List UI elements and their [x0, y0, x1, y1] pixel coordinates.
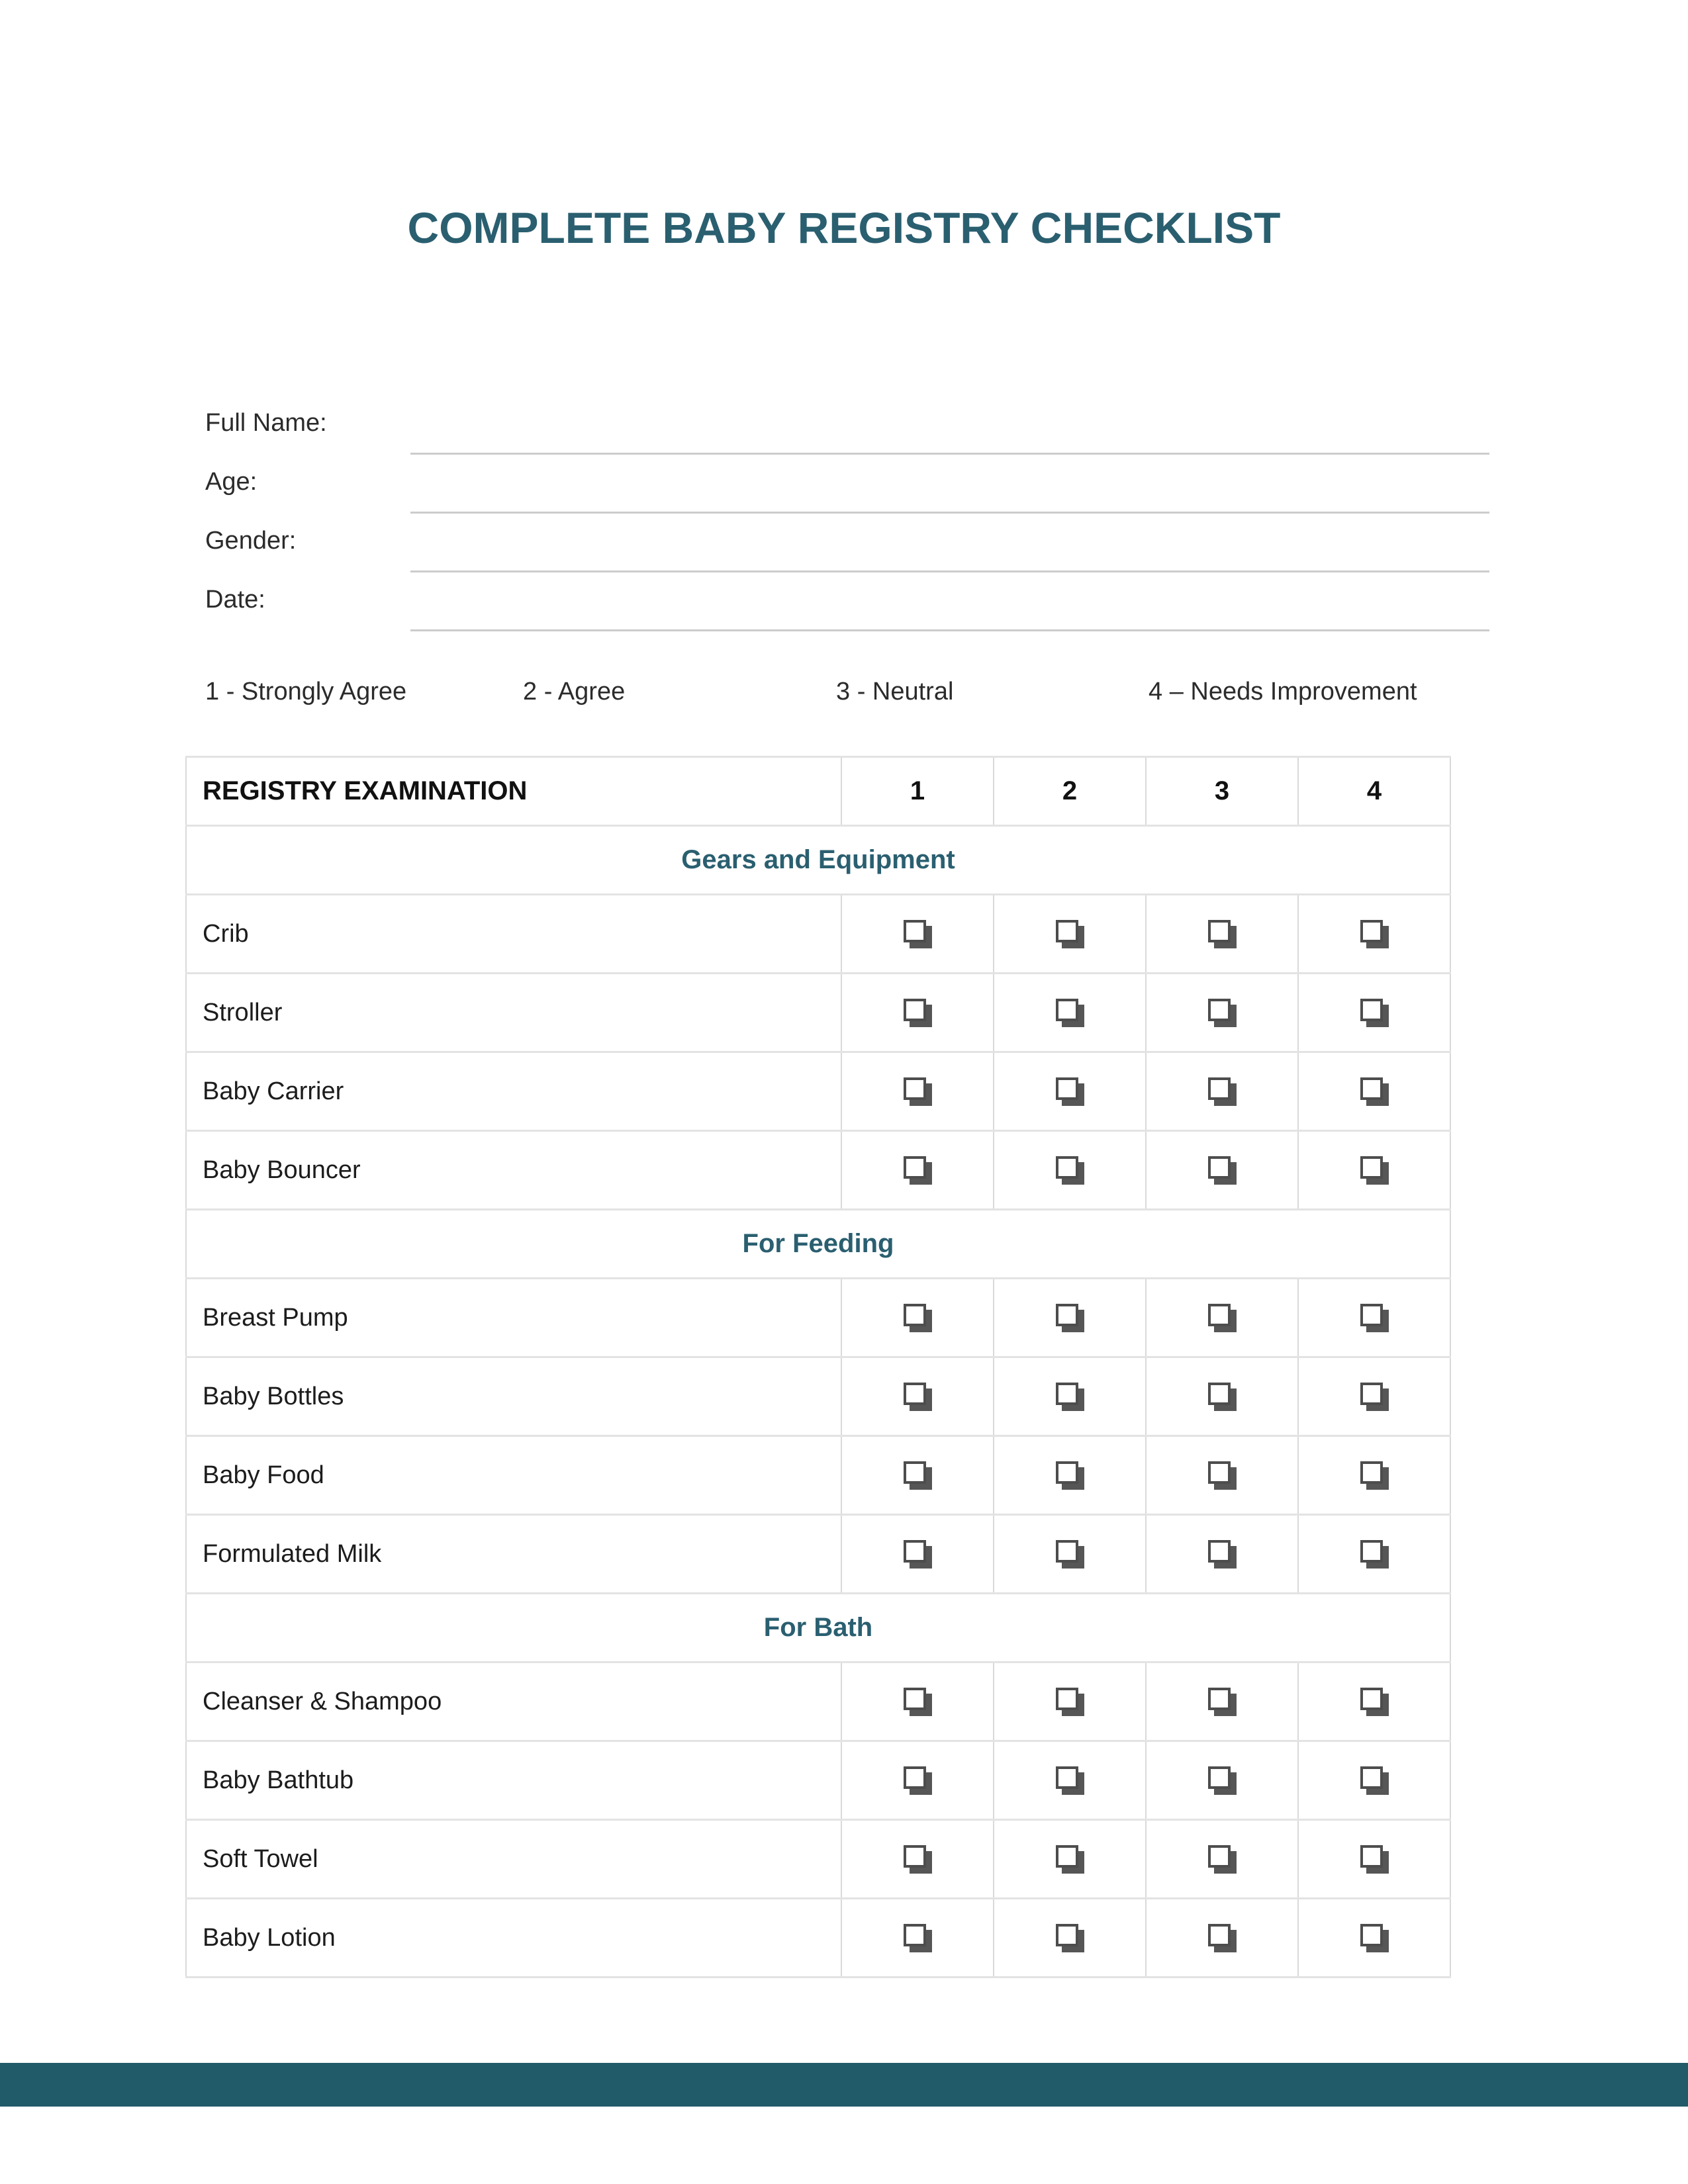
field-label: Age:: [205, 468, 258, 496]
section-row: [186, 826, 1450, 895]
page-title: COMPLETE BABY REGISTRY CHECKLIST: [407, 203, 1281, 252]
table-row: [186, 1052, 1450, 1131]
checkbox-icon[interactable]: [1056, 999, 1078, 1021]
checkbox-icon[interactable]: [1360, 1924, 1383, 1946]
checkbox-icon[interactable]: [1208, 1766, 1231, 1789]
field-write-line[interactable]: [410, 514, 1489, 572]
table-row: [186, 1279, 1450, 1357]
rating-cell: [841, 1357, 994, 1436]
rating-cell: [841, 1741, 994, 1820]
rating-cell: [1146, 1357, 1298, 1436]
checkbox-icon[interactable]: [1360, 1461, 1383, 1484]
checkbox-icon[interactable]: [1056, 1924, 1078, 1946]
section-title-for-feeding: For Feeding: [186, 1210, 1450, 1279]
item-label-crib: Crib: [186, 895, 841, 974]
rating-cell: [1298, 1052, 1450, 1131]
rating-cell: [994, 895, 1146, 974]
checkbox-icon[interactable]: [1360, 920, 1383, 942]
column-header-4: 4: [1298, 757, 1450, 826]
item-label-baby-bottles: Baby Bottles: [186, 1357, 841, 1436]
rating-cell: [1146, 1741, 1298, 1820]
checkbox-icon[interactable]: [1208, 1540, 1231, 1563]
checkbox-icon[interactable]: [1360, 1540, 1383, 1563]
item-label-breast-pump: Breast Pump: [186, 1279, 841, 1357]
checkbox-icon[interactable]: [1208, 1845, 1231, 1868]
column-header-3: 3: [1146, 757, 1298, 826]
rating-cell: [1146, 1899, 1298, 1978]
field-write-line[interactable]: [410, 396, 1489, 455]
checkbox-icon[interactable]: [1360, 1304, 1383, 1326]
checkbox-icon[interactable]: [1056, 1540, 1078, 1563]
rating-cell: [841, 974, 994, 1052]
scale-item-agree: 2 - Agree: [523, 678, 626, 705]
section-row: [186, 1594, 1450, 1662]
checkbox-icon[interactable]: [1056, 1766, 1078, 1789]
item-label-formulated-milk: Formulated Milk: [186, 1515, 841, 1594]
rating-cell: [1298, 895, 1450, 974]
rating-cell: [994, 1662, 1146, 1741]
checkbox-icon[interactable]: [1360, 1383, 1383, 1405]
rating-cell: [1146, 1279, 1298, 1357]
table-row: [186, 1662, 1450, 1741]
checkbox-icon[interactable]: [1360, 1845, 1383, 1868]
table-row: [186, 1131, 1450, 1210]
rating-cell: [1146, 895, 1298, 974]
rating-cell: [1298, 1662, 1450, 1741]
rating-cell: [1146, 1052, 1298, 1131]
item-label-baby-carrier: Baby Carrier: [186, 1052, 841, 1131]
rating-cell: [1298, 1131, 1450, 1210]
rating-cell: [1146, 1662, 1298, 1741]
checkbox-icon[interactable]: [904, 1156, 926, 1179]
section-title-gears-and-equipment: Gears and Equipment: [186, 826, 1450, 895]
rating-cell: [994, 1357, 1146, 1436]
rating-cell: [994, 1279, 1146, 1357]
checkbox-icon[interactable]: [1208, 1156, 1231, 1179]
checkbox-icon[interactable]: [904, 1688, 926, 1710]
checkbox-icon[interactable]: [1360, 1688, 1383, 1710]
form-field-age: [205, 455, 1489, 514]
rating-cell: [841, 895, 994, 974]
rating-cell: [1146, 1820, 1298, 1899]
scale-item-needs-improvement: 4 – Needs Improvement: [1149, 678, 1417, 705]
item-label-baby-food: Baby Food: [186, 1436, 841, 1515]
rating-cell: [1146, 1436, 1298, 1515]
checkbox-icon[interactable]: [904, 1766, 926, 1789]
rating-cell: [994, 1741, 1146, 1820]
checkbox-icon[interactable]: [1360, 1156, 1383, 1179]
table-row: [186, 1357, 1450, 1436]
rating-scale-legend: [0, 674, 1688, 709]
rating-cell: [841, 1436, 994, 1515]
table-header-title: REGISTRY EXAMINATION: [186, 757, 841, 826]
rating-cell: [994, 1820, 1146, 1899]
table-row: [186, 1515, 1450, 1594]
checkbox-icon[interactable]: [1208, 1077, 1231, 1100]
table-row: [186, 1436, 1450, 1515]
rating-cell: [994, 1436, 1146, 1515]
section-row: [186, 1210, 1450, 1279]
form-field-gender: [205, 514, 1489, 572]
checkbox-icon[interactable]: [1056, 1156, 1078, 1179]
rating-cell: [1298, 1899, 1450, 1978]
column-header-2: 2: [994, 757, 1146, 826]
form-field-date: [205, 572, 1489, 631]
checkbox-icon[interactable]: [1056, 1688, 1078, 1710]
rating-cell: [994, 1131, 1146, 1210]
rating-cell: [1146, 974, 1298, 1052]
checkbox-icon[interactable]: [904, 1461, 926, 1484]
item-label-baby-lotion: Baby Lotion: [186, 1899, 841, 1978]
rating-cell: [1298, 1741, 1450, 1820]
checkbox-icon[interactable]: [1056, 1461, 1078, 1484]
rating-cell: [841, 1131, 994, 1210]
table-row: [186, 1820, 1450, 1899]
item-label-baby-bouncer: Baby Bouncer: [186, 1131, 841, 1210]
field-label: Full Name:: [205, 409, 327, 437]
checkbox-icon[interactable]: [1360, 1077, 1383, 1100]
rating-cell: [1298, 974, 1450, 1052]
footer-accent-bar: [0, 2063, 1688, 2107]
rating-cell: [841, 1279, 994, 1357]
checkbox-icon[interactable]: [1208, 1461, 1231, 1484]
table-row: [186, 974, 1450, 1052]
checkbox-icon[interactable]: [904, 920, 926, 942]
rating-cell: [1298, 1820, 1450, 1899]
checkbox-icon[interactable]: [904, 1077, 926, 1100]
rating-cell: [841, 1052, 994, 1131]
checkbox-icon[interactable]: [904, 999, 926, 1021]
rating-cell: [1298, 1279, 1450, 1357]
checkbox-icon[interactable]: [1056, 920, 1078, 942]
checkbox-icon[interactable]: [1056, 1304, 1078, 1326]
item-label-baby-bathtub: Baby Bathtub: [186, 1741, 841, 1820]
checkbox-icon[interactable]: [904, 1540, 926, 1563]
rating-cell: [1146, 1131, 1298, 1210]
checkbox-icon[interactable]: [904, 1304, 926, 1326]
rating-cell: [994, 1899, 1146, 1978]
rating-cell: [1298, 1515, 1450, 1594]
checkbox-icon[interactable]: [904, 1383, 926, 1405]
field-label: Date:: [205, 586, 265, 614]
checkbox-icon[interactable]: [904, 1845, 926, 1868]
rating-cell: [1298, 1436, 1450, 1515]
scale-item-neutral: 3 - Neutral: [836, 678, 954, 705]
field-write-line[interactable]: [410, 455, 1489, 514]
rating-cell: [994, 1515, 1146, 1594]
checkbox-icon[interactable]: [1360, 1766, 1383, 1789]
rating-cell: [841, 1899, 994, 1978]
checkbox-icon[interactable]: [1208, 920, 1231, 942]
rating-cell: [841, 1515, 994, 1594]
checkbox-icon[interactable]: [1208, 999, 1231, 1021]
checkbox-icon[interactable]: [1056, 1383, 1078, 1405]
rating-cell: [841, 1820, 994, 1899]
field-write-line[interactable]: [410, 572, 1489, 631]
checkbox-icon[interactable]: [1208, 1924, 1231, 1946]
rating-cell: [994, 974, 1146, 1052]
scale-item-strongly-agree: 1 - Strongly Agree: [205, 678, 407, 705]
section-title-for-bath: For Bath: [186, 1594, 1450, 1662]
checkbox-icon[interactable]: [904, 1924, 926, 1946]
checkbox-icon[interactable]: [1208, 1383, 1231, 1405]
table-row: [186, 1899, 1450, 1978]
column-header-1: 1: [841, 757, 994, 826]
checkbox-icon[interactable]: [1208, 1304, 1231, 1326]
rating-cell: [1146, 1515, 1298, 1594]
item-label-soft-towel: Soft Towel: [186, 1820, 841, 1899]
rating-cell: [1298, 1357, 1450, 1436]
rating-cell: [994, 1052, 1146, 1131]
checkbox-icon[interactable]: [1056, 1845, 1078, 1868]
table-row: [186, 1741, 1450, 1820]
table-header-row: [186, 757, 1450, 826]
item-label-stroller: Stroller: [186, 974, 841, 1052]
registry-table: [185, 756, 1451, 1978]
item-label-cleanser-shampoo: Cleanser & Shampoo: [186, 1662, 841, 1741]
form-fields: [205, 396, 1489, 631]
table-row: [186, 895, 1450, 974]
checkbox-icon[interactable]: [1208, 1688, 1231, 1710]
rating-cell: [841, 1662, 994, 1741]
checkbox-icon[interactable]: [1056, 1077, 1078, 1100]
field-label: Gender:: [205, 527, 297, 555]
form-field-full-name: [205, 396, 1489, 455]
checkbox-icon[interactable]: [1360, 999, 1383, 1021]
